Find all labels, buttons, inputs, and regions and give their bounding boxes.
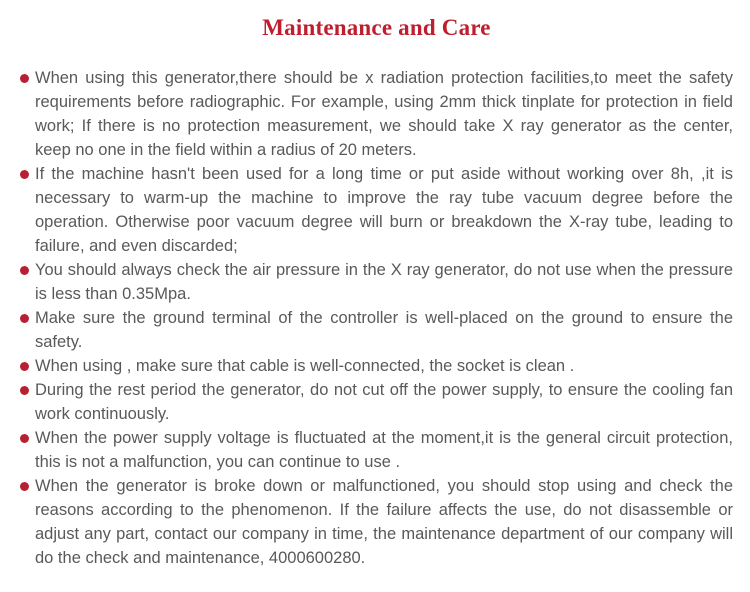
list-item: [20, 162, 733, 258]
list-item: [20, 378, 733, 426]
bullet-icon: [20, 434, 29, 443]
list-item: [20, 306, 733, 354]
bullet-icon: [20, 314, 29, 323]
list-item: [20, 354, 733, 378]
bullet-icon: [20, 170, 29, 179]
bullet-icon: [20, 386, 29, 395]
list-item-text: When using , make sure that cable is well-connected, the socket is clean .: [35, 357, 575, 375]
list-item-text: If the machine hasn't been used for a long time or put aside without working over 8h, ,it is necessary to warm-up the machine to improve the ray tube vacuum degree before the operation. Otherwise poor vacuum degree will burn or breakdown the X-ray tube, leading to failure, and even discarded;: [35, 165, 733, 255]
list-item-text: When the power supply voltage is fluctuated at the moment,it is the general circuit protection, this is not a malfunction, you can continue to use .: [35, 429, 733, 471]
bullet-icon: [20, 74, 29, 83]
bullet-icon: [20, 482, 29, 491]
list-item-text: When the generator is broke down or malfunctioned, you should stop using and check the reasons according to the phenomenon. If the failure affects the use, do not disassemble or adjust any part, contact our company in time, the maintenance department of our company will do the check and maintenance, 4000600280.: [35, 477, 733, 567]
list-item: [20, 426, 733, 474]
list-item-text: During the rest period the generator, do not cut off the power supply, to ensure the cooling fan work continuously.: [35, 381, 733, 423]
list-item-text: You should always check the air pressure in the X ray generator, do not use when the pressure is less than 0.35Mpa.: [35, 261, 733, 303]
list-item: [20, 258, 733, 306]
list-item-text: When using this generator,there should be x radiation protection facilities,to meet the safety requirements before radiographic. For example, using 2mm thick tinplate for protection in field work; If there is no protection measurement, we should take X ray generator as the center, keep no one in the field within a radius of 20 meters.: [35, 69, 733, 159]
page-title: Maintenance and Care: [262, 15, 491, 40]
list-item: [20, 66, 733, 162]
maintenance-instruction-list: [20, 66, 733, 570]
bullet-icon: [20, 266, 29, 275]
bullet-icon: [20, 362, 29, 371]
list-item: [20, 474, 733, 570]
list-item-text: Make sure the ground terminal of the controller is well-placed on the ground to ensure the safety.: [35, 309, 733, 351]
